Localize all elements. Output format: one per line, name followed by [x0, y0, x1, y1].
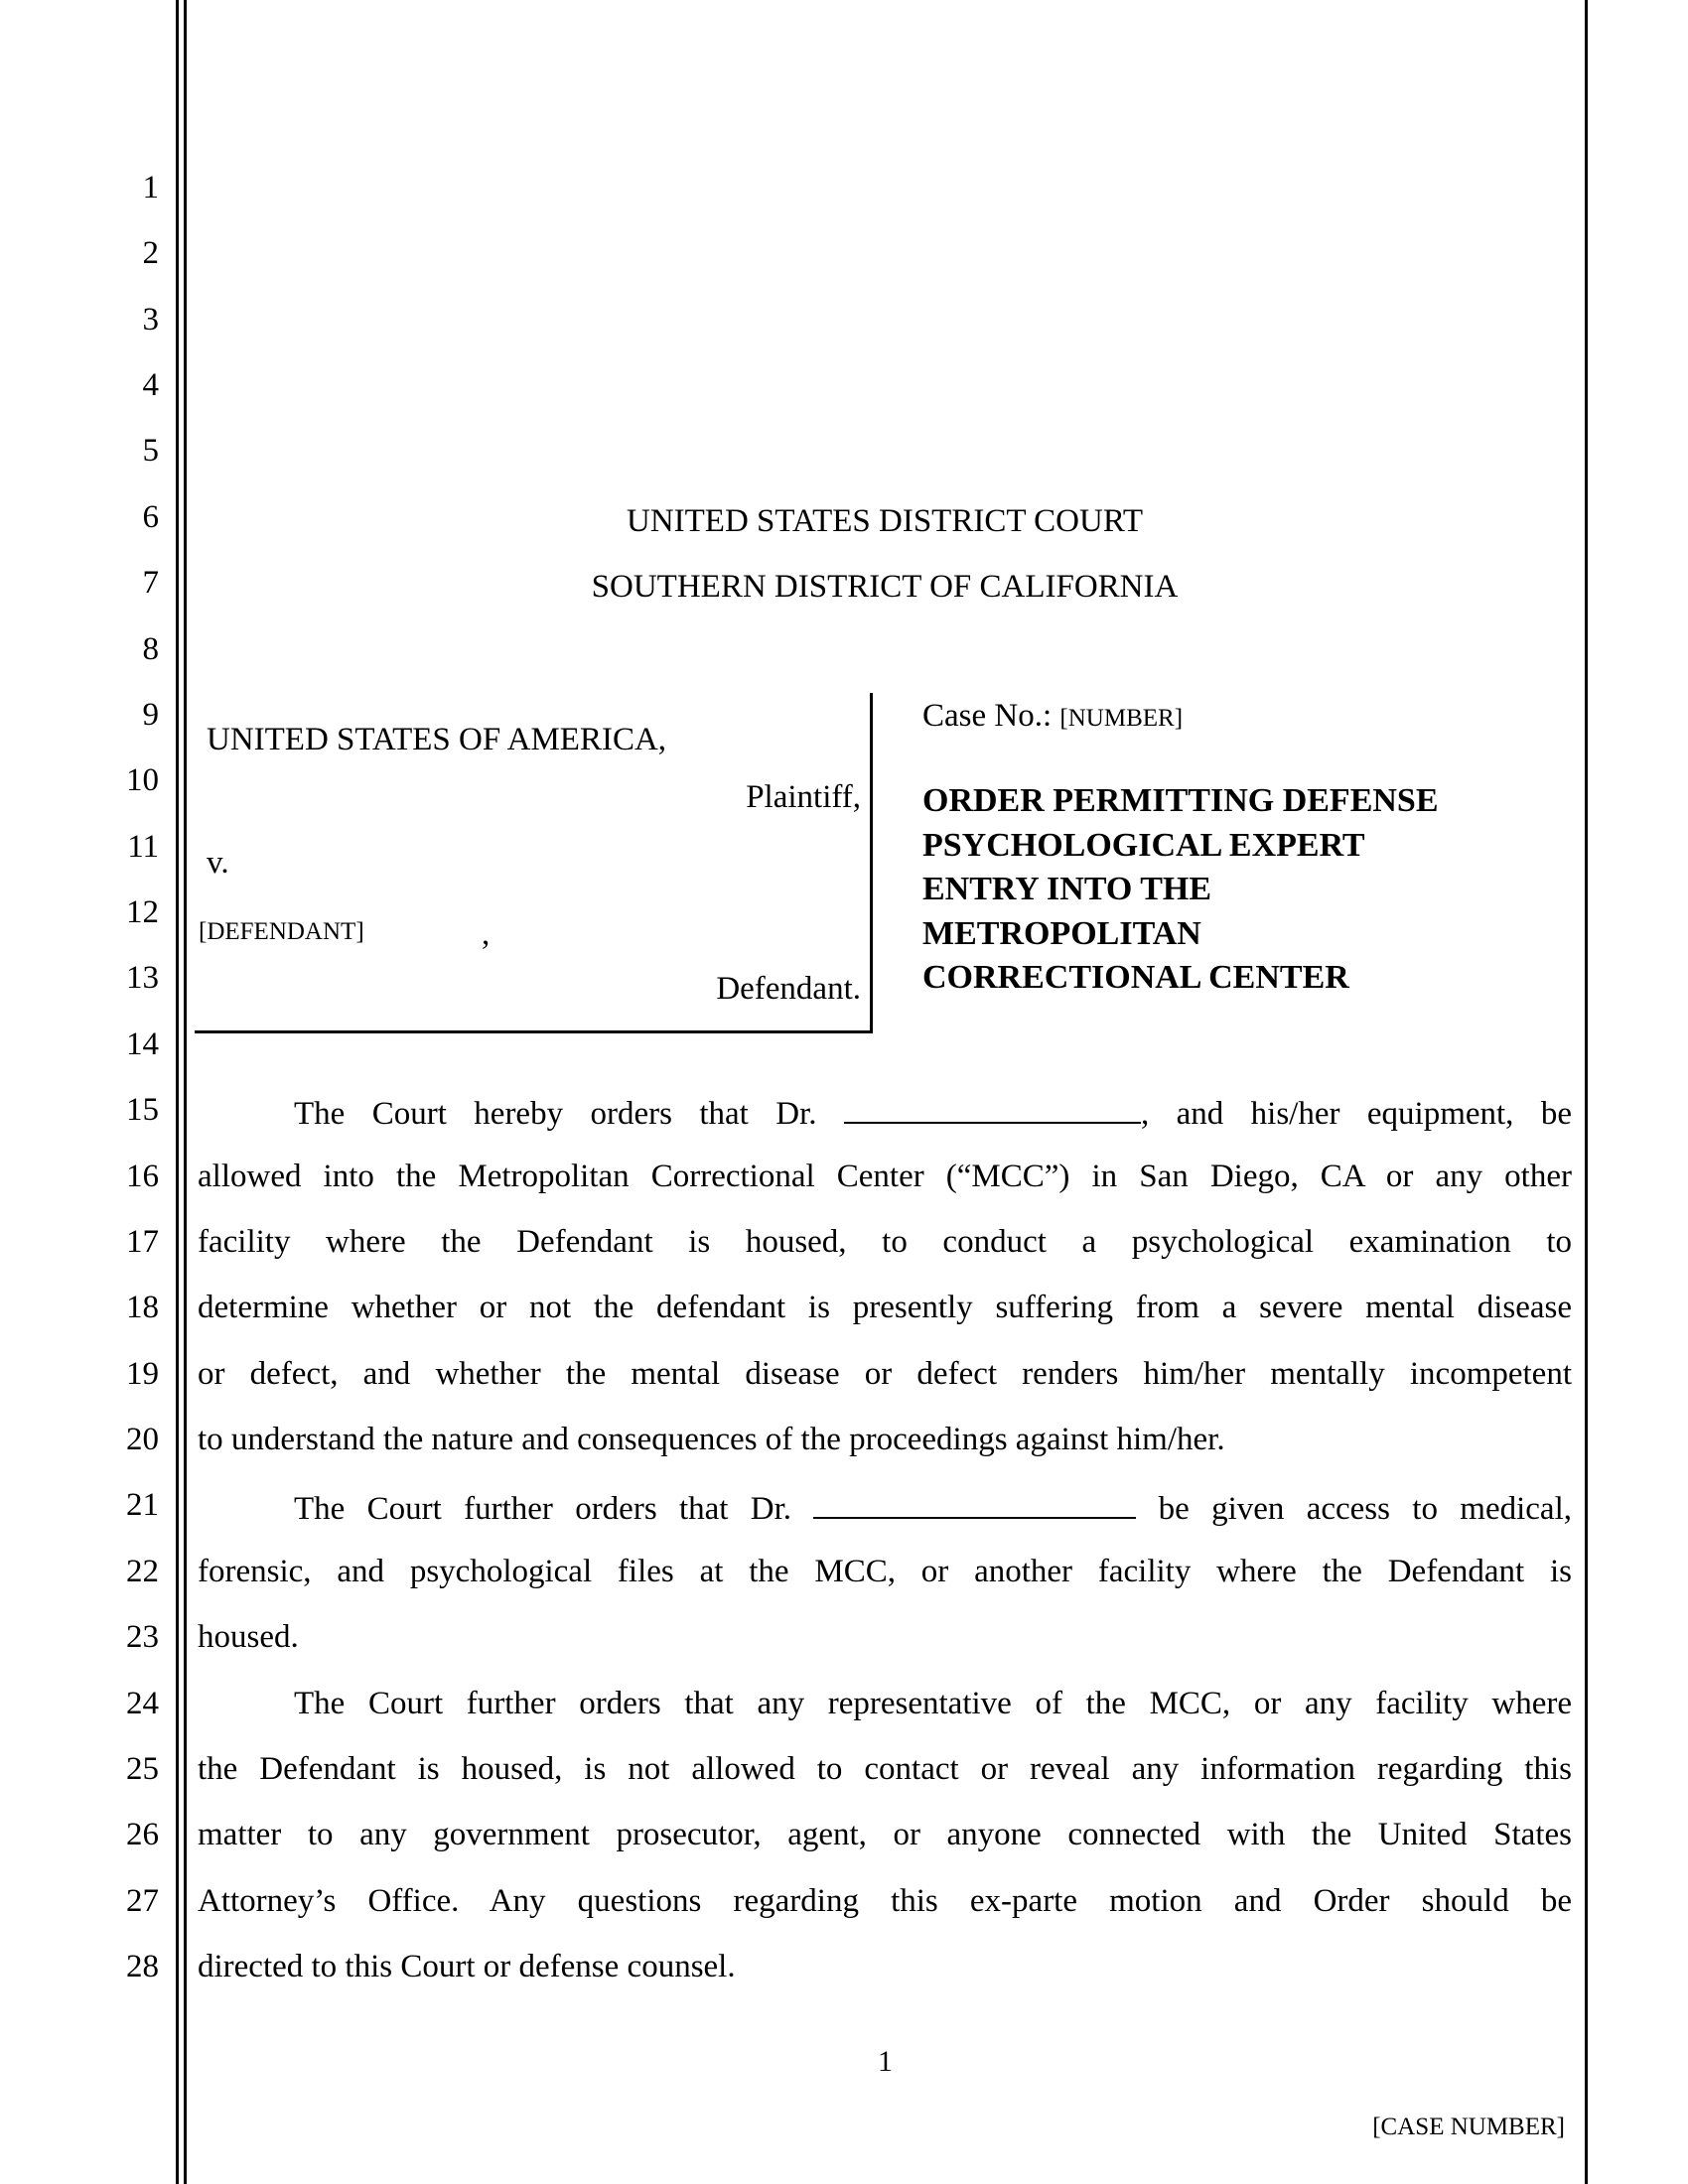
body-line: The Court further orders that any representative of the MCC, or any facility where	[294, 1686, 1572, 1721]
line-number: 17	[126, 1224, 159, 1260]
line-number: 7	[142, 565, 159, 601]
body-line	[198, 1476, 1572, 1542]
plaintiff-name: UNITED STATES OF AMERICA,	[207, 722, 667, 757]
line-number: 12	[126, 894, 159, 930]
page-number: 1	[878, 2045, 893, 2078]
court-name: UNITED STATES DISTRICT COURT	[626, 503, 1144, 539]
caption-vertical-rule	[870, 693, 873, 1033]
title-line: CORRECTIONAL CENTER	[922, 959, 1349, 996]
line-number: 10	[126, 762, 159, 798]
footer-case-number: [CASE NUMBER]	[1372, 2114, 1565, 2140]
line-number: 26	[126, 1817, 159, 1852]
body-line: directed to this Court or defense counsel.	[198, 1949, 736, 1984]
body-line: housed.	[198, 1619, 299, 1655]
expert-name-blank[interactable]	[813, 1489, 1136, 1519]
line-number: 22	[126, 1554, 159, 1589]
line-number: 20	[126, 1422, 159, 1457]
line-number: 13	[126, 960, 159, 996]
body-line: matter to any government prosecutor, agent, or anyone connected with the United States	[198, 1817, 1572, 1852]
court-district: SOUTHERN DISTRICT OF CALIFORNIA	[591, 569, 1179, 605]
line-number: 21	[126, 1487, 159, 1523]
line-number: 24	[126, 1686, 159, 1721]
line-number: 27	[126, 1883, 159, 1919]
defendant-label: Defendant.	[716, 971, 861, 1007]
defendant-comma: ,	[482, 916, 491, 952]
title-line: ENTRY INTO THE	[922, 871, 1212, 907]
body-line: to understand the nature and consequences of the proceedings against him/her.	[198, 1422, 1225, 1457]
line-number: 15	[126, 1092, 159, 1128]
title-line: PSYCHOLOGICAL EXPERT	[922, 826, 1365, 864]
body-line: determine whether or not the defendant is presently suffering from a severe mental disease	[198, 1290, 1572, 1325]
body-line: forensic, and psychological files at the MCC, or another facility where the Defendant is	[198, 1554, 1572, 1589]
case-number-label: Case No.:	[922, 698, 1053, 734]
body-line: Attorney’s Office. Any questions regarding this ex-parte motion and Order should be	[198, 1883, 1572, 1919]
line-number: 5	[142, 433, 159, 469]
body-text: be given access to medical,	[1136, 1491, 1572, 1527]
line-number: 3	[142, 302, 159, 338]
line-number: 9	[142, 697, 159, 733]
line-number: 2	[142, 235, 159, 271]
body-text: , and his/her equipment, be	[1140, 1096, 1572, 1132]
line-number: 8	[142, 631, 159, 667]
expert-name-blank[interactable]	[844, 1094, 1141, 1124]
title-line: METROPOLITAN	[922, 914, 1201, 952]
body-line: the Defendant is housed, is not allowed to contact or reveal any information regarding this	[198, 1751, 1572, 1787]
line-number: 28	[126, 1949, 159, 1984]
line-number: 18	[126, 1290, 159, 1325]
line-number: 14	[126, 1026, 159, 1062]
versus: v.	[207, 845, 229, 881]
line-number: 16	[126, 1159, 159, 1194]
body-text: The Court further orders that Dr.	[294, 1491, 814, 1527]
line-number: 19	[126, 1356, 159, 1392]
body-text: The Court hereby orders that Dr.	[294, 1096, 844, 1132]
left-margin-rule-inner	[184, 0, 187, 2184]
line-number: 23	[126, 1619, 159, 1655]
case-number-value: [NUMBER]	[1059, 705, 1184, 732]
line-number: 6	[142, 499, 159, 535]
right-margin-rule	[1585, 0, 1588, 2184]
body-line: or defect, and whether the mental disease or defect renders him/her mentally incompetent	[198, 1356, 1572, 1392]
caption-bottom-rule	[195, 1030, 873, 1033]
title-line: ORDER PERMITTING DEFENSE	[922, 782, 1439, 819]
body-line: allowed into the Metropolitan Correctional Center (“MCC”) in San Diego, CA or any other	[198, 1159, 1572, 1194]
plaintiff-label: Plaintiff,	[746, 779, 861, 815]
left-margin-rule-outer	[176, 0, 179, 2184]
body-line: facility where the Defendant is housed, to conduct a psychological examination to	[198, 1224, 1572, 1260]
line-number: 11	[127, 829, 159, 865]
document-title	[922, 779, 1439, 1001]
line-number: 25	[126, 1751, 159, 1787]
body-line	[198, 1081, 1572, 1147]
defendant-name: [DEFENDANT]	[199, 918, 364, 945]
case-number-field	[922, 683, 1183, 751]
line-number: 4	[142, 367, 159, 403]
line-number: 1	[142, 170, 159, 205]
